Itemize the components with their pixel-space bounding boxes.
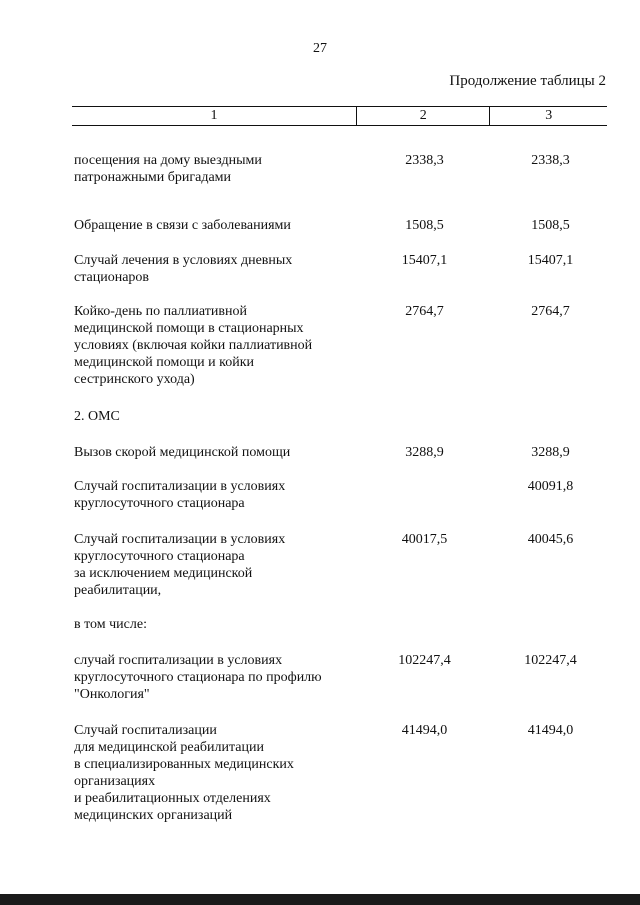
row-label: в том числе:: [74, 617, 147, 632]
table-header-row: [72, 106, 607, 126]
data-table: [72, 106, 607, 823]
row-label: Случай госпитализации в условиях круглосуточного стационара: [74, 479, 286, 511]
row-value-col2: 2338,3: [405, 153, 444, 168]
column-header-2: 2: [357, 107, 491, 125]
row-label: Случай госпитализации для медицинской реабилитации в специализированных медицинских организациях и реабилитационных отделениях медицинских организаций: [74, 723, 294, 823]
row-value-col2: 102247,4: [398, 653, 451, 668]
column-header-3: 3: [545, 108, 553, 123]
row-value-col2: 2764,7: [405, 304, 444, 319]
row-label: Случай госпитализации в условиях круглосуточного стационара за исключением медицинской реабилитации,: [74, 532, 286, 598]
table-continuation-title: Продолжение таблицы 2: [449, 73, 606, 89]
row-label: посещения на дому выездными патронажными бригадами: [74, 153, 262, 185]
row-value-col3: 2338,3: [531, 153, 570, 168]
row-value-col3: 2764,7: [531, 304, 570, 319]
row-value-col2: 41494,0: [401, 723, 448, 738]
row-value-col3: 102247,4: [524, 653, 577, 668]
row-label: Обращение в связи с заболеваниями: [74, 218, 291, 233]
row-label: случай госпитализации в условиях круглосуточного стационара по профилю "Онкология": [74, 653, 322, 702]
row-label: Вызов скорой медицинской помощи: [74, 445, 291, 460]
scan-bottom-edge: [0, 894, 640, 905]
row-value-col3: 40045,6: [527, 532, 574, 547]
row-value-col3: 3288,9: [531, 445, 570, 460]
row-label: Койко-день по паллиативной медицинской помощи в стационарных условиях (включая койки паллиативной медицинской помощи и койки сестринского ухода): [74, 304, 313, 387]
row-value-col2: 15407,1: [401, 253, 448, 268]
row-value-col3: 1508,5: [531, 218, 570, 233]
section-heading: 2. ОМС: [74, 409, 120, 424]
row-value-col3: 41494,0: [527, 723, 574, 738]
page-number: 27: [313, 41, 327, 56]
row-value-col2: 40017,5: [401, 532, 448, 547]
row-value-col3: 40091,8: [527, 479, 574, 494]
row-value-col3: 15407,1: [527, 253, 574, 268]
row-value-col2: 3288,9: [405, 445, 444, 460]
row-value-col2: 1508,5: [405, 218, 444, 233]
row-label: Случай лечения в условиях дневных стационаров: [74, 253, 293, 285]
column-header-1: 1: [72, 107, 357, 125]
